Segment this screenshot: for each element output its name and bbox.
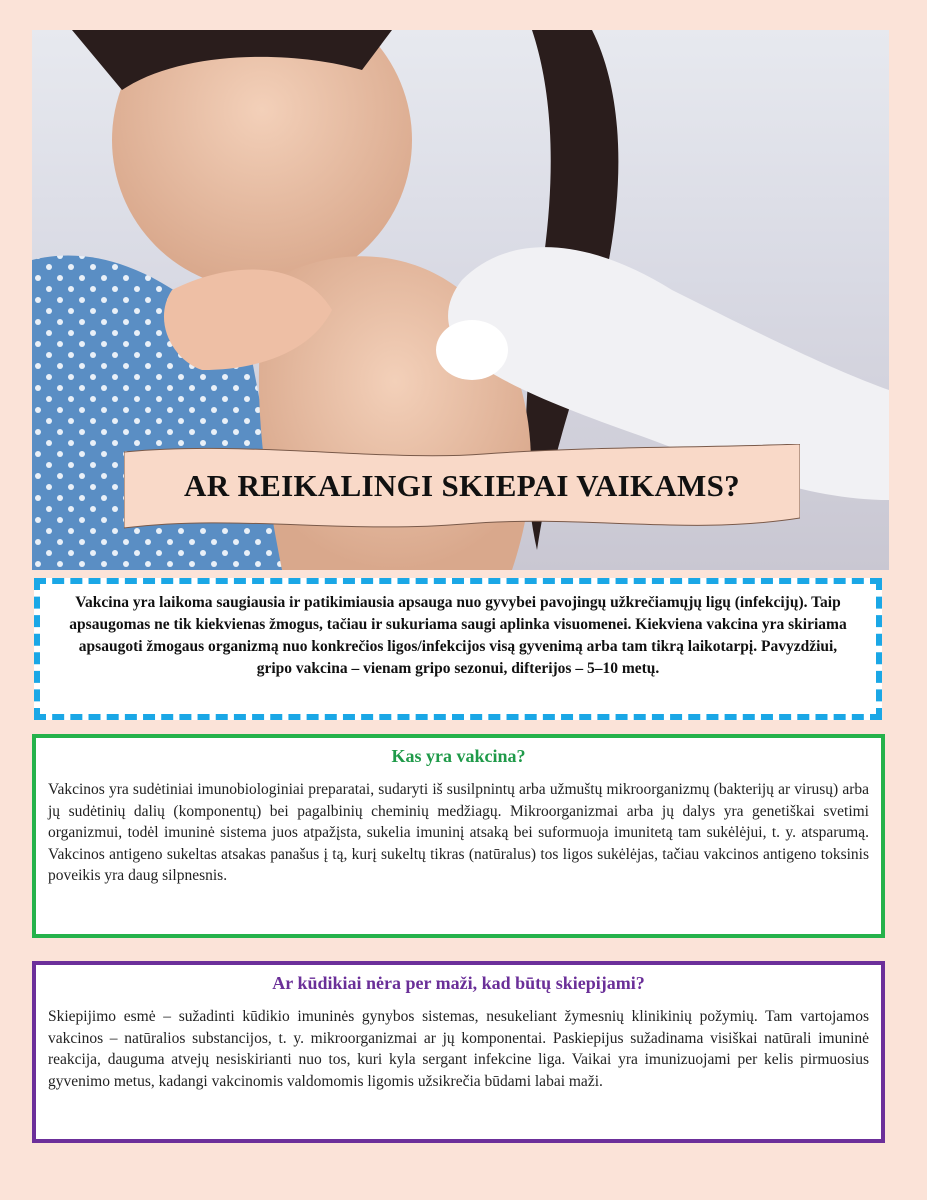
section-heading: Kas yra vakcina? — [391, 746, 526, 766]
vaccine-definition-section — [32, 734, 885, 938]
section-heading: Ar kūdikiai nėra per maži, kad būtų skiepijami? — [272, 973, 645, 993]
title-banner — [124, 444, 800, 530]
section-text: Vakcinos yra sudėtiniai imunobiologiniai preparatai, sudaryti iš susilpnintų arba užmuštų mikroorganizmų (bakterijų ar virusų) arba jų sudėtinių dalių (komponentų) bei pagalbinių cheminių medžiagų. Mikroorganizmai arba jų dalys yra genetiškai svetimi organizmui, todėl imuninė sistema juos atpažįsta, sukelia imuninį atsaką bei suformuoja imunitetą tam sukėlėjui, t. y. atsparumą. Vakcinos antigeno sukeltas atsakas panašus į tą, kurį sukeltų tikras (natūralus) tos ligos sukėlėjas, tačiau vakcinos antigeno toksinis poveikis yra daug silpnesnis. — [48, 781, 869, 884]
page-title: AR REIKALINGI SKIEPAI VAIKAMS? — [184, 468, 740, 503]
section-text: Skiepijimo esmė – sužadinti kūdikio imuninės gynybos sistemas, nesukeliant žymesnių klinikinių požymių. Tam vartojamos vakcinos – natūralios substancijos, t. y. mikroorganizmai ar jų komponentai. Paskiepijus sužadinama visiškai natūrali imuninė reakcija, dauguma atvejų nesiskirianti nuo tos, kuri kyla sergant infekcine liga. Vaikai yra imunizuojami per kelis pirmuosius gyvenimo metus, kadangi vakcinomis valdomomis ligomis užsikrečia būdami labai maži. — [48, 1008, 869, 1090]
infants-section — [32, 961, 885, 1143]
intro-text: Vakcina yra laikoma saugiausia ir patikimiausia apsauga nuo gyvybei pavojingų užkrečiamųjų ligų (infekcijų). Taip apsaugomas ne tik kiekvienas žmogus, tačiau ir sukuriama saugi aplinka visuomenei. Kiekviena vakcina yra skiriama apsaugoti žmogaus organizmą nuo konkrečios ligos/infekcijos visą gyvenimą arba tam tikrą laikotarpį. Pavyzdžiui, gripo vakcina – vienam gripo sezonui, difterijos – 5–10 metų. — [69, 594, 847, 677]
intro-box — [34, 578, 882, 720]
cotton-swab-shape — [436, 320, 508, 380]
